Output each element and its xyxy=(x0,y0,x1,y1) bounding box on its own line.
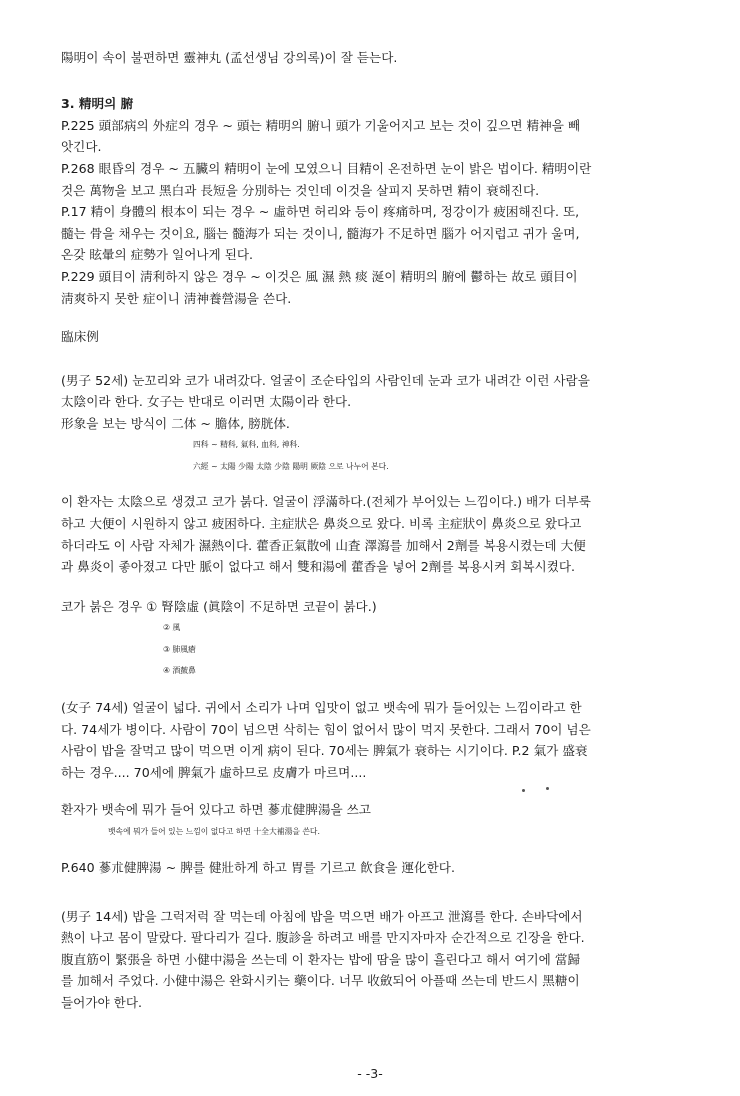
list-item: ④ 酒皶鼻 xyxy=(163,666,196,675)
text-line: 淸爽하지 못한 症이니 淸神養營湯을 쓴다. xyxy=(61,291,292,306)
text-line: P.225 頭部病의 外症의 경우 ~ 頭는 精明의 腑니 頭가 기울어지고 보는 것이 깊으면 精神을 빼 xyxy=(61,118,581,133)
speck-mark xyxy=(546,787,549,790)
text-line: 이 환자는 太陰으로 생겼고 코가 붉다. 얼굴이 浮滿하다.(전체가 부어있는 느낌이다.) 배가 더부룩 xyxy=(61,494,591,509)
page-number: - -3- xyxy=(357,1066,383,1081)
speck-mark xyxy=(522,789,525,792)
text-line: 六經 ~ 太陽 少陽 太陰 少陰 陽明 厥陰 으로 나누어 본다. xyxy=(193,462,389,471)
text-line: 뱃속에 뭐가 들어 있는 느낌이 없다고 하면 十全大補湯을 쓴다. xyxy=(108,827,320,836)
text-line: 四科 ~ 精科, 氣科, 血科, 神科. xyxy=(193,440,300,449)
text-line: 하는 경우.... 70세에 脾氣가 虛하므로 皮膚가 마르며.... xyxy=(61,765,367,780)
text-line: 形象을 보는 방식이 二体 ~ 膽体, 膀胱体. xyxy=(61,416,290,431)
text-line: 과 鼻炎이 좋아졌고 다만 脈이 없다고 해서 雙和湯에 藿香을 넣어 2劑를 복용시켜 회복시켰다. xyxy=(61,559,576,574)
text-line: 髓는 骨을 채우는 것이요, 腦는 髓海가 되는 것이니, 髓海가 不足하면 腦가 어지럽고 귀가 울며, xyxy=(61,226,580,241)
list-item: ③ 肺風瘡 xyxy=(163,645,196,654)
text-line: 하더라도 이 사람 자체가 濕熱이다. 藿香正氣散에 山査 澤瀉를 加해서 2劑를 복용시켰는데 大便 xyxy=(61,538,586,553)
text-line: P.268 眼昏의 경우 ~ 五臟의 精明이 눈에 모였으니 目精이 온전하면 눈이 밝은 법이다. 精明이란 xyxy=(61,161,592,176)
text-line: 온갖 眩暈의 症勢가 일어나게 된다. xyxy=(61,247,254,262)
text-line: P.229 頭目이 淸利하지 않은 경우 ~ 이것은 風 濕 熱 痰 涎이 精明의 腑에 鬱하는 故로 頭目이 xyxy=(61,269,578,284)
text-line: 것은 萬物을 보고 黑白과 長短을 分別하는 것인데 이것을 살피지 못하면 精이 衰해진다. xyxy=(61,183,540,198)
section-heading: 3. 精明의 腑 xyxy=(61,96,134,111)
text-line: (女子 74세) 얼굴이 넓다. 귀에서 소리가 나며 입맛이 없고 뱃속에 뭐가 들어있는 느낌이라고 한 xyxy=(61,700,582,715)
text-line: P.640 蔘朮健脾湯 ~ 脾를 健壯하게 하고 胃를 기르고 飮食을 運化한다. xyxy=(61,860,455,875)
text-line: 熱이 나고 몸이 말랐다. 팔다리가 길다. 腹診을 하려고 배를 만지자마자 순간적으로 긴장을 한다. xyxy=(61,930,585,945)
clinical-heading: 臨床例 xyxy=(61,329,99,344)
text-line: (男子 14세) 밥을 그럭저럭 잘 먹는데 아침에 밥을 먹으면 배가 아프고 泄瀉를 한다. 손바닥에서 xyxy=(61,909,583,924)
text-line: P.17 精이 身體의 根本이 되는 경우 ~ 虛하면 허리와 등이 疼痛하며, 정강이가 疲困해진다. 또, xyxy=(61,204,580,219)
text-line: 太陰이라 한다. 女子는 반대로 이러면 太陽이라 한다. xyxy=(61,394,352,409)
text-line: 陽明이 속이 불편하면 靈神丸 (孟선생님 강의록)이 잘 듣는다. xyxy=(61,50,398,65)
text-line: 앗긴다. xyxy=(61,139,102,154)
text-line: 腹直筋이 緊張을 하면 小健中湯을 쓰는데 이 환자는 밥에 땀을 많이 흘린다고 해서 여기에 當歸 xyxy=(61,952,581,967)
text-line: 를 加해서 주었다. 小健中湯은 완화시키는 藥이다. 너무 收斂되어 아플때 쓰는데 반드시 黑糖이 xyxy=(61,973,580,988)
text-line: 하고 大便이 시원하지 않고 疲困하다. 主症狀은 鼻炎으로 왔다. 비록 主症狀이 鼻炎으로 왔다고 xyxy=(61,516,582,531)
text-line: 다. 74세가 병이다. 사람이 70이 넘으면 삭히는 힘이 없어서 많이 먹지 못한다. 그래서 70이 넘은 xyxy=(61,722,591,737)
text-line: 코가 붉은 경우 ① 腎陰虛 (眞陰이 不足하면 코끝이 붉다.) xyxy=(61,599,377,614)
text-line: (男子 52세) 눈꼬리와 코가 내려갔다. 얼굴이 조순타입의 사람인데 눈과 코가 내려간 이런 사람을 xyxy=(61,373,590,388)
text-line: 환자가 뱃속에 뭐가 들어 있다고 하면 蔘朮健脾湯을 쓰고 xyxy=(61,802,371,817)
text-line: 들어가야 한다. xyxy=(61,995,142,1010)
list-item: ② 風 xyxy=(163,623,181,632)
text-line: 사람이 밥을 잘먹고 많이 먹으면 이게 病이 된다. 70세는 脾氣가 衰하는 시기이다. P.2 氣가 盛衰 xyxy=(61,743,588,758)
